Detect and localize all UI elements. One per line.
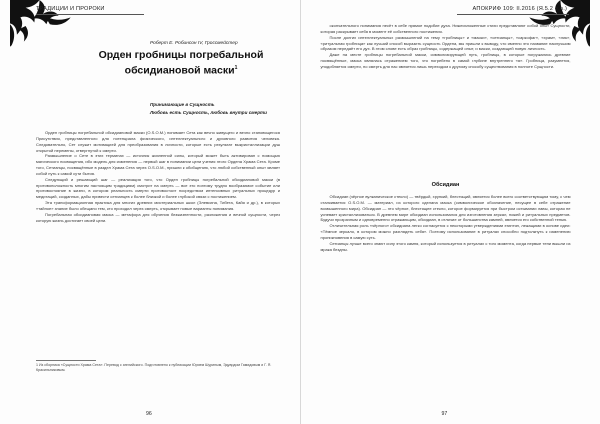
header-rule [457,14,569,15]
running-head: ТРАДИЦИИ И ПРОРОКИ [36,6,105,12]
paragraph: Эта трансформационная практика для многих древних мистериальных школ (Элевсина, Тибета, Кайя и др.), в которых «тайное» знание было обещано тем, кто проходил через смерть, открывает новые варианты понимания. [36,200,280,211]
page-number: 97 [441,411,448,417]
paragraph: Следующий и решающий шаг — реализация того, что Орден гробницы погребальной обсидиановой маски (в противоположность многим настоящим традициям) смотрит на смерть — все это поэтому трудно вообразимое событие или противостояние в жизни, в котором реальность смерти противостоит посредством интенсивных ритуальных процедур и медитаций, созданных, дабы привести сетианцев к более близкой и более глубокой связи с постижением. [36,176,280,200]
footnote-rule [36,360,96,361]
footnote: 1 Из сборника «Сущности Храма Сета». Перевод с английского. Подготовлено к публикации Юрием Шуриным, Эдуардом Гамидовым и Г. Я. Красильниковым. [36,363,272,373]
page-number: 96 [146,411,152,417]
right-page [301,0,600,424]
paragraph: Размышление о Сете в этих терминах — источник жизненной силы, который может быть активирован с помощью магического посвящения, ибо модель для изменения — первый шаг в понимании цели учения этого Ордена Храма Сета. Кроме того, Сетианцы, посвящённые в раздел Храма Сета через O.S.O.M., пришли к обобщению, что любой собственный опыт являет собой путь к самой сути бытия. [36,153,280,176]
paragraph: Погребальная обсидиановая маска — метафора для обучения безжизненности, разложения и вечной сущности, через которую жизнь достигает своей цели. [36,211,280,223]
header-rule [36,14,144,15]
paragraph: Отличительная роль «чёрного» обсидиана легко согласуется с некоторыми утверждениями египтян, лежащими в основе идеи: «Тёмное зеркало, в котором можно разглядеть себя». Поэтому использование в ритуалах способно подтолкнуть к изменению проникновения в самую суть. [320,223,571,240]
epigraph-line-2: Любовь есть Сущность, любовь внутри смерти [150,110,267,115]
author-line: Роберт Е. Робинсон IV, Гроссмейстер [150,41,238,46]
paragraph: окончательного понимания несёт в себе прямое подобие духа. Нижеизложенные стихи представляют собой опыт Сущности, которая раскрывает себя в момент её собственного постижения. [320,23,571,34]
title-footnote-marker: 1 [234,65,238,71]
paragraph: Даже на месте гробницы погребальной маски, символизирующей путь, гробницы, в которые погружались древние посвящённые, маска являлась отражением того, что погребено в самой глубине внутреннего «я». Гробница, разумеется, уподобляется смерти, но смерть для нас является лишь переходом к другому способу существования в полноте Сущности. [320,52,571,69]
article-title-text: Орден гробницы погребальной обсидиановой маски [98,49,264,77]
right-body-text-bottom [321,194,571,252]
paragraph: После долгих интеллектуальных размышлений на тему «гробницы» и «маски», «сетианцы», «саркофаг», «храм», «лик», «ритуальная гробница» как лучший способ выразить сущность Ордена, мы пришли к выводу, что именно это название наилучшим образом передаёт его дух. В этом слове есть образ гробницы, содержащей опыт, и маски, создающей новую личность. [320,34,571,52]
section-heading: Обсидиан [431,182,460,188]
paragraph: Обсидиан (чёрное вулканическое стекло) — твёрдый, хрупкий, блестящий, является более всего соответствующим тому, с чем сталкивается O.S.O.M. — материал, из которого сделана маска (символическое обозначение, несущее в себе отражение возвышенного мира). Обсидиан — это чёрное, блестящее стекло, которое формируется при быстром остывании лавы, которая не успевает кристаллизоваться. В древнем мире обсидиан использовался для изготовления зеркал, ножей и ритуальных предметов. Будучи прозрачным и одновременно отражающим, обсидиан, в отличие от большинства камней, является его собственной тенью. [320,194,571,223]
running-head: АПОКРИФ 109: II.2016 (Я.5.2 e.n.) [472,6,568,12]
paragraph: Сетианцы лучше всего знают силу этого камня, который используется в ритуалах с того момента, когда первые тени вышли из мрака бездны. [320,240,571,252]
epigraph-line-1: Принимающие в Сущность [150,102,215,107]
article-title [86,49,276,78]
left-body-text [36,130,280,224]
paragraph: Орден гробницы погребальной обсидиановой маски (O.S.O.M.) понимает Сета как вечно живущего и вечно становящегося Присутствия, представленного для потенциала физического, интеллектуального и духовного развития человека. Следовательно, Сет служит мотивацией для преобразования в личности, которые есть результат выкристаллизации душ открытой перемены, отвергнутой к смерти. [36,130,280,153]
right-body-text-top [321,23,571,70]
